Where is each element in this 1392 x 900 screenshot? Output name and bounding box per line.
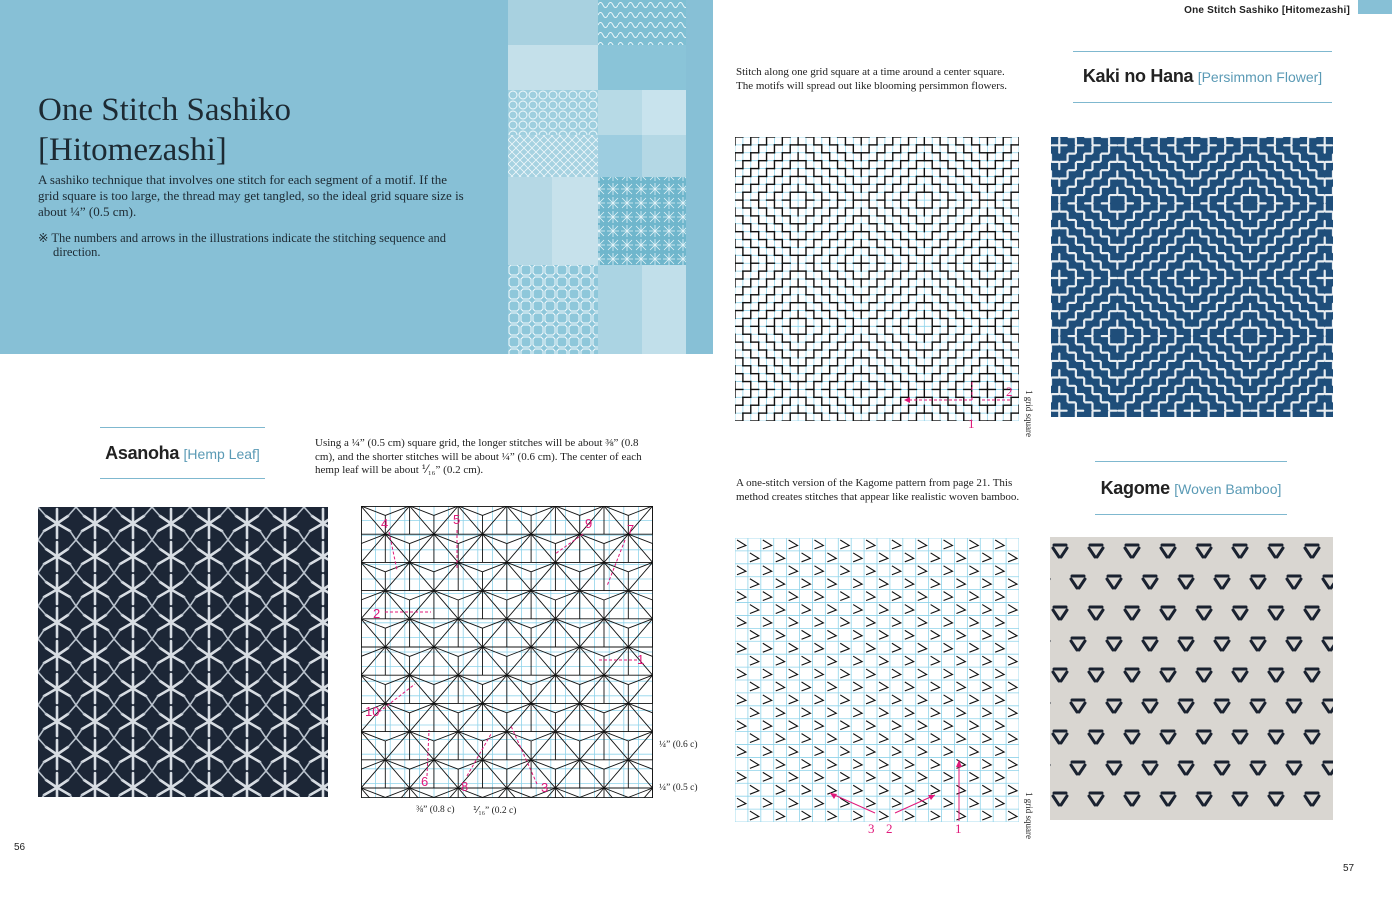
asanoha-step-5: 5 <box>453 512 461 527</box>
kagome-grid-label: 1 grid square <box>1024 792 1034 839</box>
kagome-description-line1: A one-stitch version of the Kagome pattern from page 21. This <box>736 477 1013 489</box>
chapter-title <box>38 90 478 170</box>
chapter-intro: A sashiko technique that involves one stitch for each segment of a motif. If the grid square is too large, the thread may get tangled, so the ideal grid square size is about ¼” (0.5 cm). <box>38 172 464 219</box>
asanoha-step-4: 4 <box>381 516 389 531</box>
kaki-header <box>1073 51 1332 103</box>
asanoha-step-9: 9 <box>585 516 593 531</box>
asanoha-step-7: 7 <box>627 522 635 537</box>
asanoha-translation: [Hemp Leaf] <box>183 446 260 462</box>
kaki-description <box>736 66 1056 93</box>
kagome-description <box>736 477 1066 504</box>
page-number-left: 56 <box>14 842 26 853</box>
chapter-title-line2: [Hitomezashi] <box>38 132 227 168</box>
asanoha-step-10: 10 <box>365 704 380 719</box>
kaki-name: Kaki no Hana <box>1082 66 1194 86</box>
asanoha-step-8: 8 <box>461 779 469 794</box>
kaki-photo <box>1051 137 1333 417</box>
asanoha-rule-bottom <box>100 478 265 479</box>
kagome-photo <box>1050 537 1333 820</box>
kagome-step-1: 1 <box>955 821 962 836</box>
asanoha-step-3: 3 <box>541 780 549 795</box>
asanoha-step-2: 2 <box>373 606 381 621</box>
kaki-translation: [Persimmon Flower] <box>1197 69 1323 85</box>
asanoha-header <box>100 427 265 479</box>
kaki-description-line2: The motifs will spread out like blooming persimmon flowers. <box>736 79 1007 92</box>
kaki-step-2: 2 <box>1006 384 1013 399</box>
running-head-tab <box>1358 0 1392 14</box>
chapter-note-line1: ※ The numbers and arrows in the illustrations indicate the stitching sequence and <box>38 231 447 245</box>
kagome-name: Kagome <box>1100 478 1170 498</box>
asanoha-step-1: 1 <box>637 652 645 667</box>
running-head: One Stitch Sashiko [Hitomezashi] <box>1184 5 1350 16</box>
chapter-note <box>38 231 478 259</box>
kaki-grid-label: 1 grid square <box>1024 390 1034 437</box>
asanoha-name: Asanoha <box>105 443 180 463</box>
asanoha-description: Using a ¼” (0.5 cm) square grid, the longer stitches will be about ⅜” (0.8 cm), and the shorter stitches will be about ¼” (0.6 cm). The center of each hemp leaf will be about ⅟₁₆” (0.2 cm). <box>315 437 642 476</box>
asanoha-diagram <box>361 506 653 798</box>
kaki-diagram <box>735 137 1019 421</box>
asanoha-photo <box>38 507 328 797</box>
kaki-rule-bottom <box>1073 102 1332 103</box>
kagome-step-3: 3 <box>868 821 875 836</box>
asanoha-dim-bottom-right: ⅟₁₆” (0.2 c) <box>473 806 517 816</box>
kagome-translation: [Woven Bamboo] <box>1174 481 1282 497</box>
kagome-description-line2: method creates stitches that appear like realistic woven bamboo. <box>736 490 1020 503</box>
kagome-step-markers <box>825 755 975 840</box>
chapter-note-line2: direction. <box>53 245 101 259</box>
kagome-step-2: 2 <box>886 821 893 836</box>
sashiko-sample-mosaic <box>508 0 686 354</box>
kaki-step-1: 1 <box>968 416 975 430</box>
page-number-right: 57 <box>1343 863 1355 874</box>
kaki-step-markers <box>900 380 1030 430</box>
kagome-rule-bottom <box>1095 514 1287 515</box>
kagome-header <box>1095 461 1287 515</box>
asanoha-dim-right-bottom: ¼” (0.5 c) <box>659 783 698 793</box>
asanoha-dim-right-top: ¼” (0.6 c) <box>659 740 698 750</box>
asanoha-dim-bottom-left: ⅜” (0.8 c) <box>416 805 455 815</box>
chapter-title-line1: One Stitch Sashiko <box>38 92 291 128</box>
asanoha-step-6: 6 <box>421 774 429 789</box>
kaki-description-line1: Stitch along one grid square at a time around a center square. <box>736 66 1005 78</box>
